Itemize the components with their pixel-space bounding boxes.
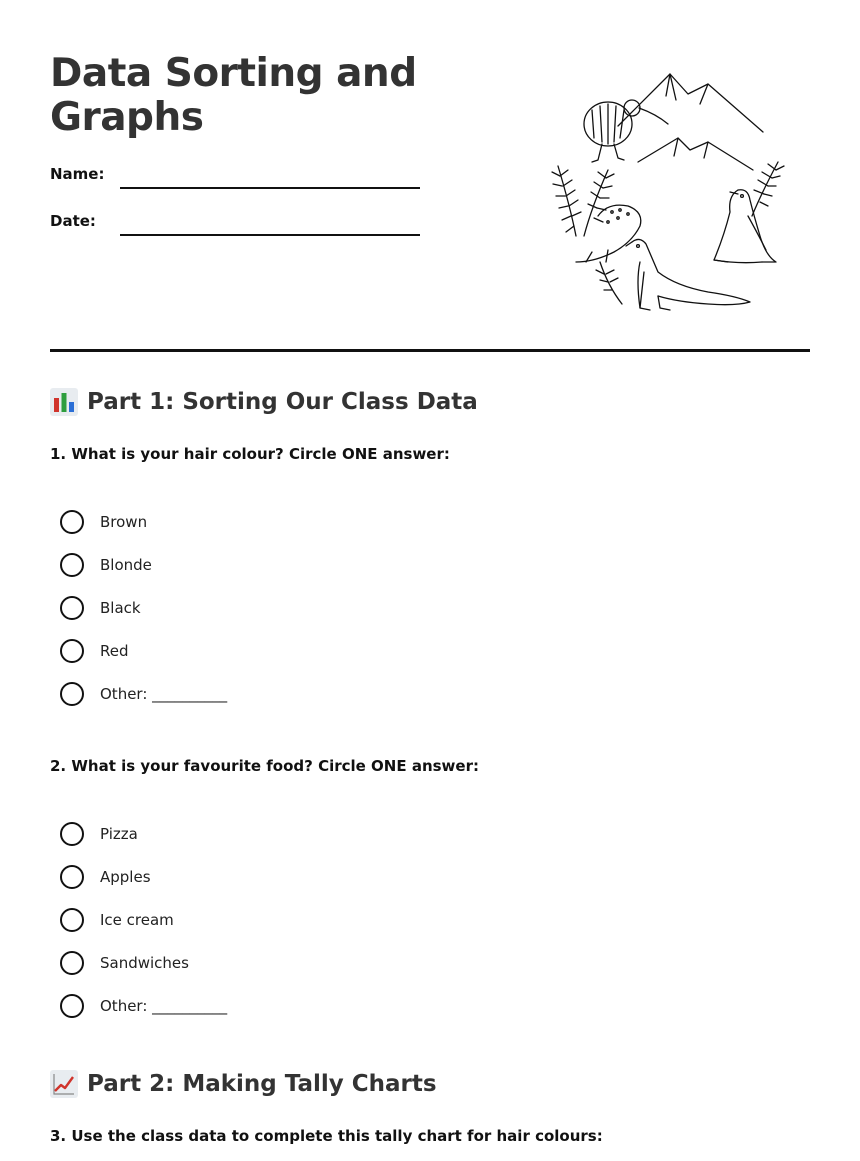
line-chart-icon <box>50 1070 78 1098</box>
radio-circle-icon[interactable] <box>60 908 84 932</box>
kiwi-drawing <box>584 100 668 162</box>
mountains-drawing <box>618 74 763 170</box>
radio-circle-icon[interactable] <box>60 994 84 1018</box>
part1-heading <box>50 388 478 416</box>
part2-heading <box>50 1070 437 1098</box>
date-field[interactable] <box>120 234 420 236</box>
radio-circle-icon[interactable] <box>60 596 84 620</box>
radio-circle-icon[interactable] <box>60 510 84 534</box>
option-label: Blonde <box>100 556 152 574</box>
radio-circle-icon[interactable] <box>60 553 84 577</box>
q2-option-ice-cream[interactable] <box>60 907 174 933</box>
option-label: Sandwiches <box>100 954 189 972</box>
radio-circle-icon[interactable] <box>60 639 84 663</box>
part1-heading-text: Part 1: Sorting Our Class Data <box>87 389 478 415</box>
question-1: 1. What is your hair colour? Circle ONE answer: <box>50 445 450 463</box>
option-label: Apples <box>100 868 151 886</box>
option-label: Ice cream <box>100 911 174 929</box>
page-title: Data Sorting and Graphs <box>50 51 417 140</box>
section-divider <box>50 349 810 352</box>
q2-option-other[interactable] <box>60 993 227 1019</box>
q1-option-other[interactable] <box>60 681 227 707</box>
q2-option-sandwiches[interactable] <box>60 950 189 976</box>
option-label: Brown <box>100 513 148 531</box>
date-label: Date: <box>50 212 96 230</box>
bar-chart-icon <box>50 388 78 416</box>
option-label: Black <box>100 599 141 617</box>
radio-circle-icon[interactable] <box>60 682 84 706</box>
option-label: Pizza <box>100 825 138 843</box>
name-field[interactable] <box>120 187 420 189</box>
name-label: Name: <box>50 165 105 183</box>
q1-option-brown[interactable] <box>60 509 147 535</box>
option-label: Other: __________ <box>100 685 228 703</box>
radio-circle-icon[interactable] <box>60 822 84 846</box>
q1-option-black[interactable] <box>60 595 141 621</box>
q1-option-red[interactable] <box>60 638 129 664</box>
q2-option-pizza[interactable] <box>60 821 138 847</box>
lizard-drawing <box>576 205 641 304</box>
penguin-drawing <box>714 190 776 263</box>
nz-animals-illustration <box>548 66 788 316</box>
question-2: 2. What is your favourite food? Circle ONE answer: <box>50 757 479 775</box>
question-3: 3. Use the class data to complete this tally chart for hair colours: <box>50 1127 603 1145</box>
option-label: Red <box>100 642 129 660</box>
fern-right-drawing <box>752 162 784 216</box>
radio-circle-icon[interactable] <box>60 951 84 975</box>
sea-lion-drawing <box>626 239 750 310</box>
option-label: Other: __________ <box>100 997 228 1015</box>
q1-option-blonde[interactable] <box>60 552 152 578</box>
radio-circle-icon[interactable] <box>60 865 84 889</box>
fern-left-drawing <box>552 166 614 236</box>
q2-option-apples[interactable] <box>60 864 151 890</box>
part2-heading-text: Part 2: Making Tally Charts <box>87 1071 437 1097</box>
